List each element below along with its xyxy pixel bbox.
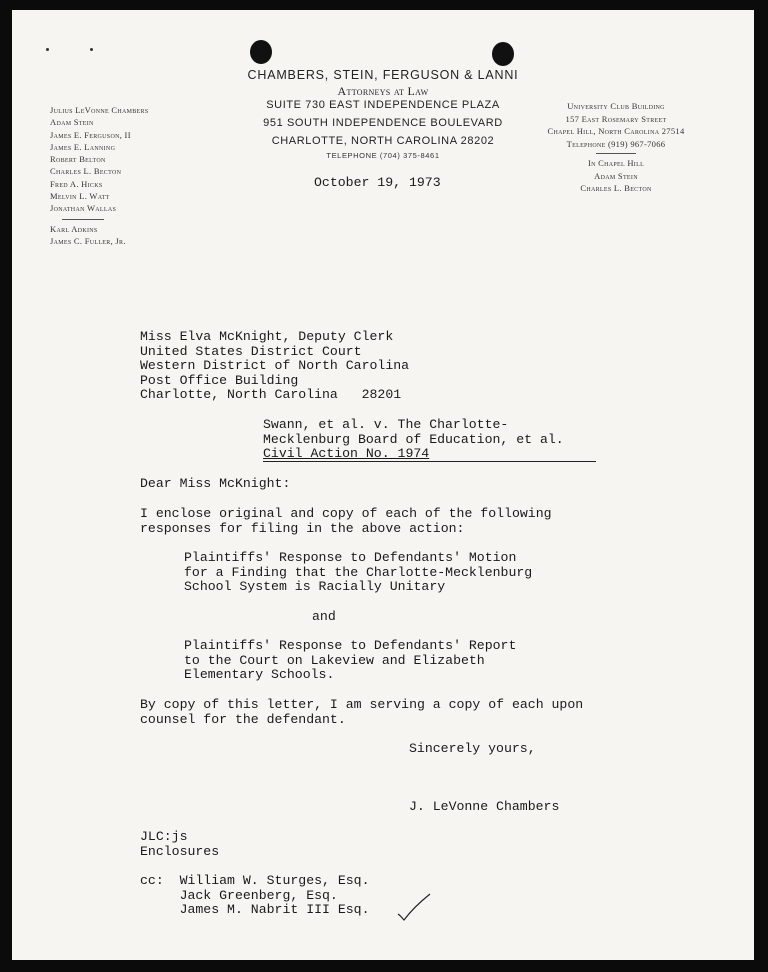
divider (62, 219, 104, 220)
typist-initials: JLC:js (140, 829, 188, 844)
addressee-line: Post Office Building (140, 372, 299, 388)
partner-name: Adam Stein (50, 117, 94, 128)
salutation: Dear Miss McKnight: (140, 476, 291, 491)
partner-name: James E. Lanning (50, 141, 116, 152)
branch-building: University Club Building (567, 101, 665, 111)
punch-hole-left (250, 40, 272, 64)
branch-attorney: Adam Stein (594, 170, 638, 181)
re-line: Mecklenburg Board of Education, et al. (263, 431, 564, 447)
addressee-block (140, 330, 409, 403)
telephone: TELEPHONE (704) 375-8461 (326, 151, 440, 160)
branch-label: In Chapel Hill (587, 158, 645, 168)
address-line-3: CHARLOTTE, NORTH CAROLINA 28202 (271, 135, 495, 147)
initials-block (140, 830, 219, 859)
speck (46, 48, 49, 51)
branch-attorney: Charles L. Becton (580, 183, 652, 193)
paragraph-2: By copy of this letter, I am serving a copy of each upon counsel for the defendant. (140, 697, 584, 727)
partner-name: Jonathan Wallas (50, 203, 117, 214)
speck (90, 48, 93, 51)
cc-list: cc: William W. Sturges, Esq. Jack Greenberg, Esq. James M. Nabrit III Esq. (140, 873, 370, 918)
re-block (263, 418, 564, 462)
re-line: Swann, et al. v. The Charlotte- (263, 417, 509, 432)
address-line-2: 951 SOUTH INDEPENDENCE BOULEVARD (263, 117, 503, 129)
addressee-line: Miss Elva McKnight, Deputy Clerk (140, 329, 394, 344)
enclosure-item-2: Plaintiffs' Response to Defendants' Report to the Court on Lakeview and Elizabeth Elementary Schools. (184, 638, 517, 683)
partner-name: Melvin L. Watt (50, 191, 110, 202)
letter-page (12, 10, 754, 960)
partner-name: Julius LeVonne Chambers (50, 105, 149, 115)
addressee-line: Charlotte, North Carolina 28201 (140, 387, 402, 403)
signer-name: J. LeVonne Chambers (409, 799, 560, 814)
addressee-line: United States District Court (140, 343, 362, 359)
attorneys-at-law: Attorneys at Law (337, 84, 429, 98)
address-line-1: SUITE 730 EAST INDEPENDENCE PLAZA (266, 99, 500, 111)
conjunction: and (312, 609, 336, 624)
branch-office (526, 100, 706, 195)
partners-list (50, 104, 200, 247)
partner-name: Robert Belton (50, 154, 106, 165)
re-underline (263, 461, 596, 462)
branch-city: Chapel Hill, North Carolina 27514 (547, 126, 685, 136)
letter-date: October 19, 1973 (314, 175, 441, 190)
re-line-case-number: Civil Action No. 1974 (263, 446, 430, 462)
enclosures-note: Enclosures (140, 843, 220, 859)
paragraph-1: I enclose original and copy of each of the following responses for filing in the above action: (140, 506, 552, 536)
branch-street: 157 East Rosemary Street (565, 113, 667, 124)
checkmark-icon (396, 892, 432, 922)
divider (596, 153, 636, 154)
punch-hole-right (492, 42, 514, 66)
partner-name: James E. Ferguson, II (50, 129, 131, 140)
enclosure-item-1: Plaintiffs' Response to Defendants' Motion for a Finding that the Charlotte-Mecklenburg School System is Racially Unitary (184, 550, 533, 595)
partner-name: Fred A. Hicks (50, 178, 103, 189)
branch-telephone: Telephone (919) 967-7066 (566, 138, 666, 149)
closing: Sincerely yours, (409, 741, 536, 756)
associate-name: James C. Fuller, Jr. (50, 235, 126, 246)
partner-name: Charles L. Becton (50, 166, 122, 177)
firm-name: CHAMBERS, STEIN, FERGUSON & LANNI (247, 68, 519, 82)
associate-name: Karl Adkins (50, 223, 98, 234)
addressee-line: Western District of North Carolina (140, 358, 410, 374)
